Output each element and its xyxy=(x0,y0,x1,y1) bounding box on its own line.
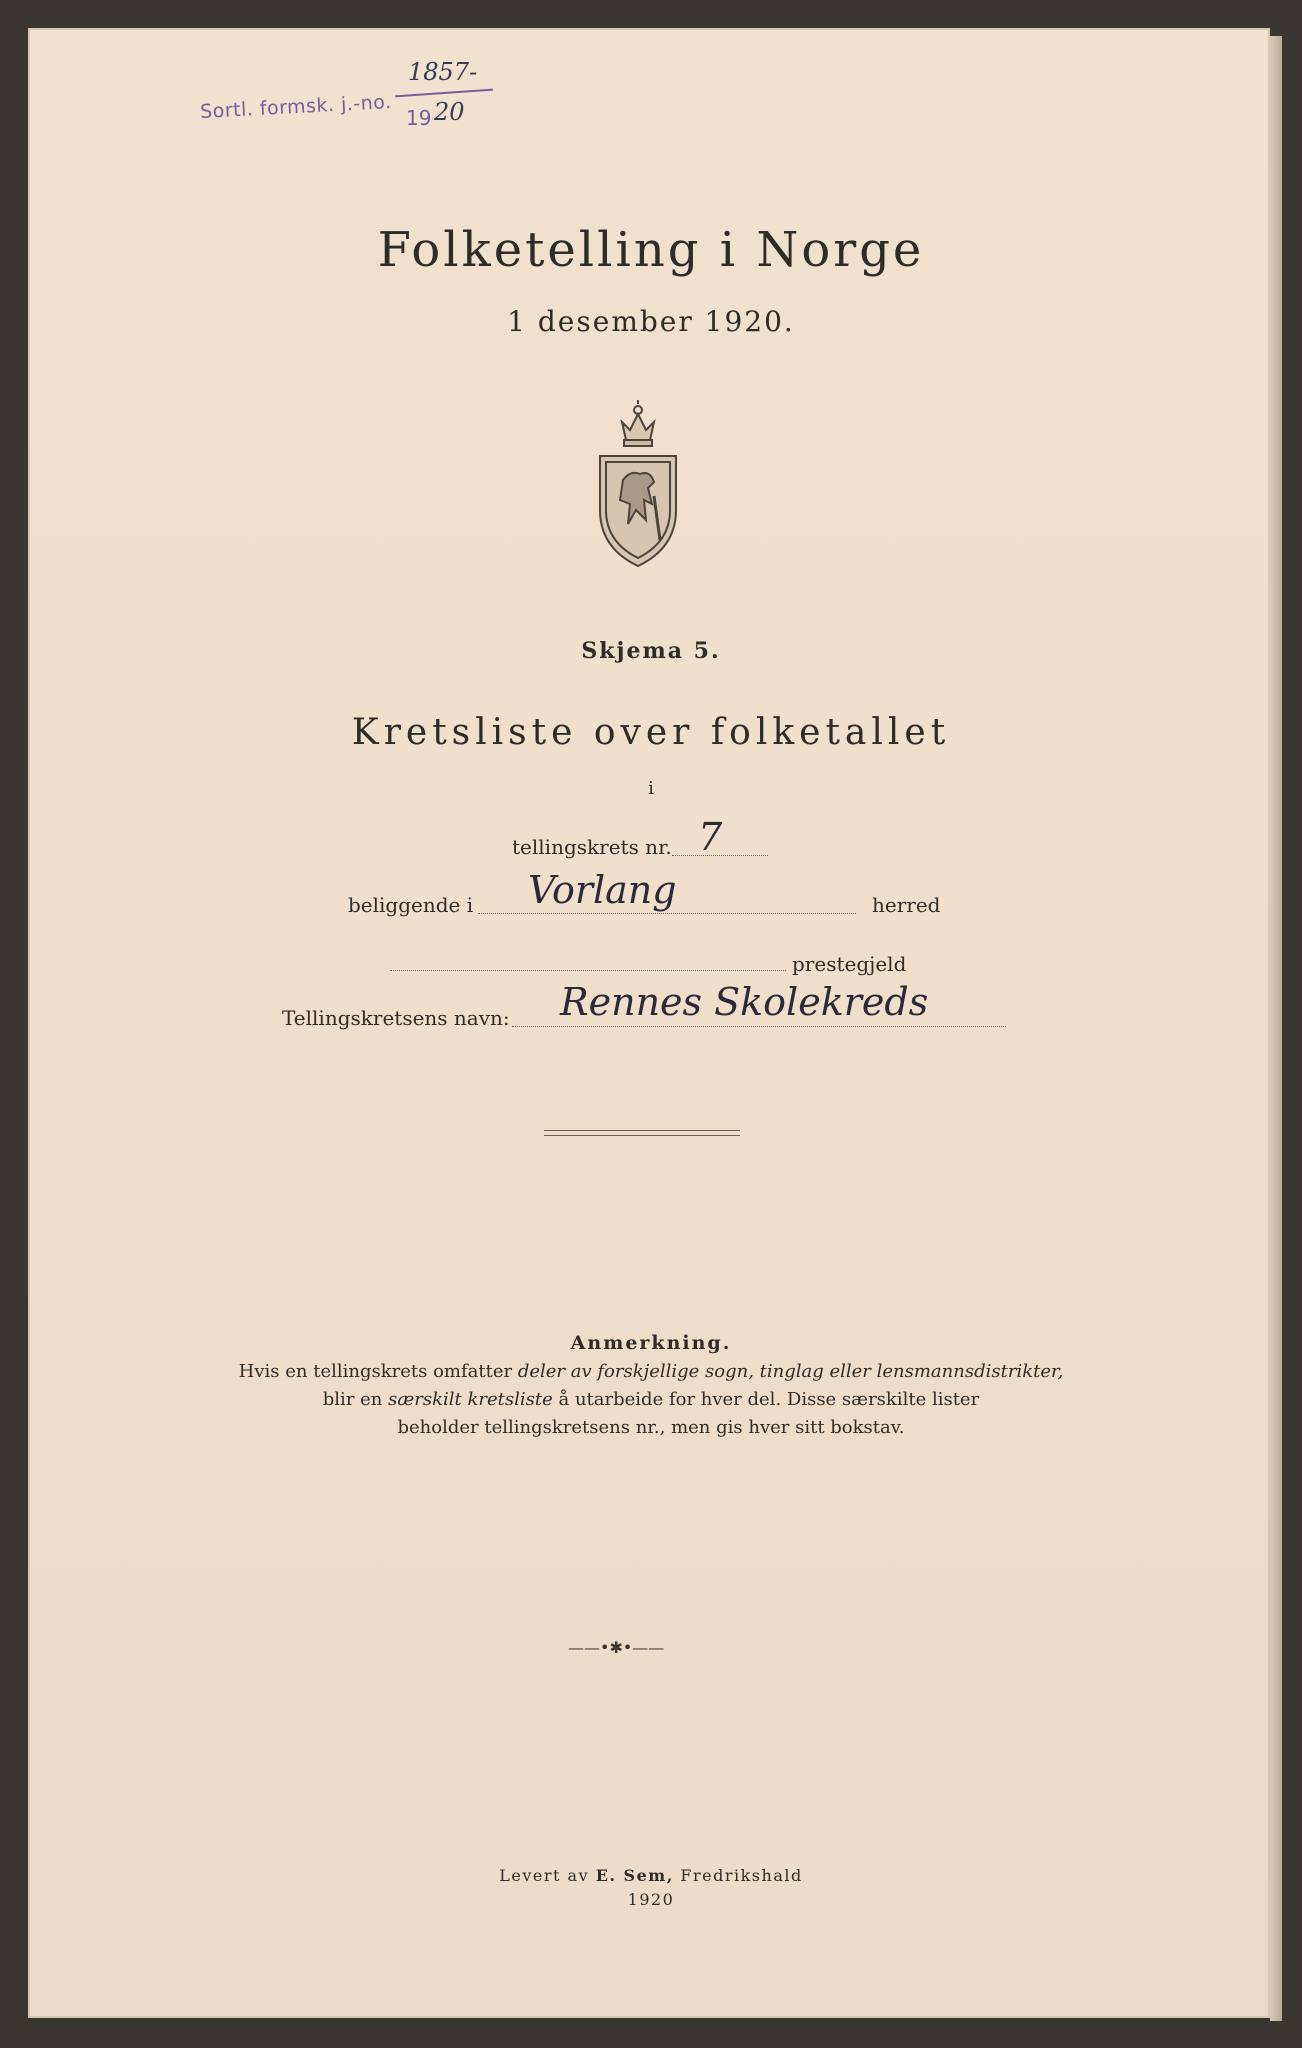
archive-stamp: Sortl. formsk. j.-no. xyxy=(199,91,393,123)
stamp-year-prefix: 19 xyxy=(406,106,432,130)
page-title: Folketelling i Norge xyxy=(377,222,925,278)
printer-place: Fredrikshald xyxy=(673,1866,803,1885)
schema-label: Skjema 5. xyxy=(581,638,721,664)
beliggende-value: Vorlang xyxy=(528,868,677,912)
census-date: 1 desember 1920. xyxy=(507,305,795,338)
printer-prefix: Levert av xyxy=(499,1866,596,1885)
heading-preposition: i xyxy=(648,778,654,799)
printer-line xyxy=(0,1866,1302,1885)
beliggende-line xyxy=(478,913,856,914)
printer-name: E. Sem, xyxy=(595,1866,674,1885)
navn-value: Rennes Skolekreds xyxy=(560,980,929,1024)
beliggende-label: beliggende i xyxy=(348,893,474,917)
navn-label: Tellingskretsens navn: xyxy=(282,1006,510,1030)
printer-year: 1920 xyxy=(627,1890,675,1909)
tellingskrets-value: 7 xyxy=(698,815,723,859)
prestegjeld-label: prestegjeld xyxy=(792,952,907,976)
note-line-2-text-b: å utarbeide for hver del. Disse særskilte lister xyxy=(552,1389,980,1410)
note-line-2-italic: særskilt kretsliste xyxy=(388,1389,553,1410)
stamp-handwritten-number: 1857- xyxy=(408,58,478,86)
norwegian-coat-of-arms-icon xyxy=(588,400,688,570)
navn-line xyxy=(512,1026,1006,1027)
note-title: Anmerkning. xyxy=(570,1332,732,1354)
note-line-2-text-a: blir en xyxy=(322,1389,389,1410)
note-line-1-text: Hvis en tellingskrets omfatter xyxy=(238,1361,518,1382)
tellingskrets-label: tellingskrets nr. xyxy=(512,835,672,859)
form-heading: Kretsliste over folketallet xyxy=(351,712,951,753)
note-line-2 xyxy=(0,1386,1302,1414)
note-line-1-italic: deler av forskjellige sogn, tinglag eller lensmannsdistrikter, xyxy=(517,1361,1064,1382)
stamp-year-handwritten: 20 xyxy=(434,98,465,126)
note-line-1 xyxy=(0,1358,1302,1386)
prestegjeld-line xyxy=(390,970,786,971)
herred-label: herred xyxy=(872,893,941,917)
divider-rule xyxy=(544,1130,740,1136)
note-line-3: beholder tellingskretsens nr., men gis hver sitt bokstav. xyxy=(397,1417,905,1438)
ornament-divider: ——•✱•—— xyxy=(568,1638,665,1657)
